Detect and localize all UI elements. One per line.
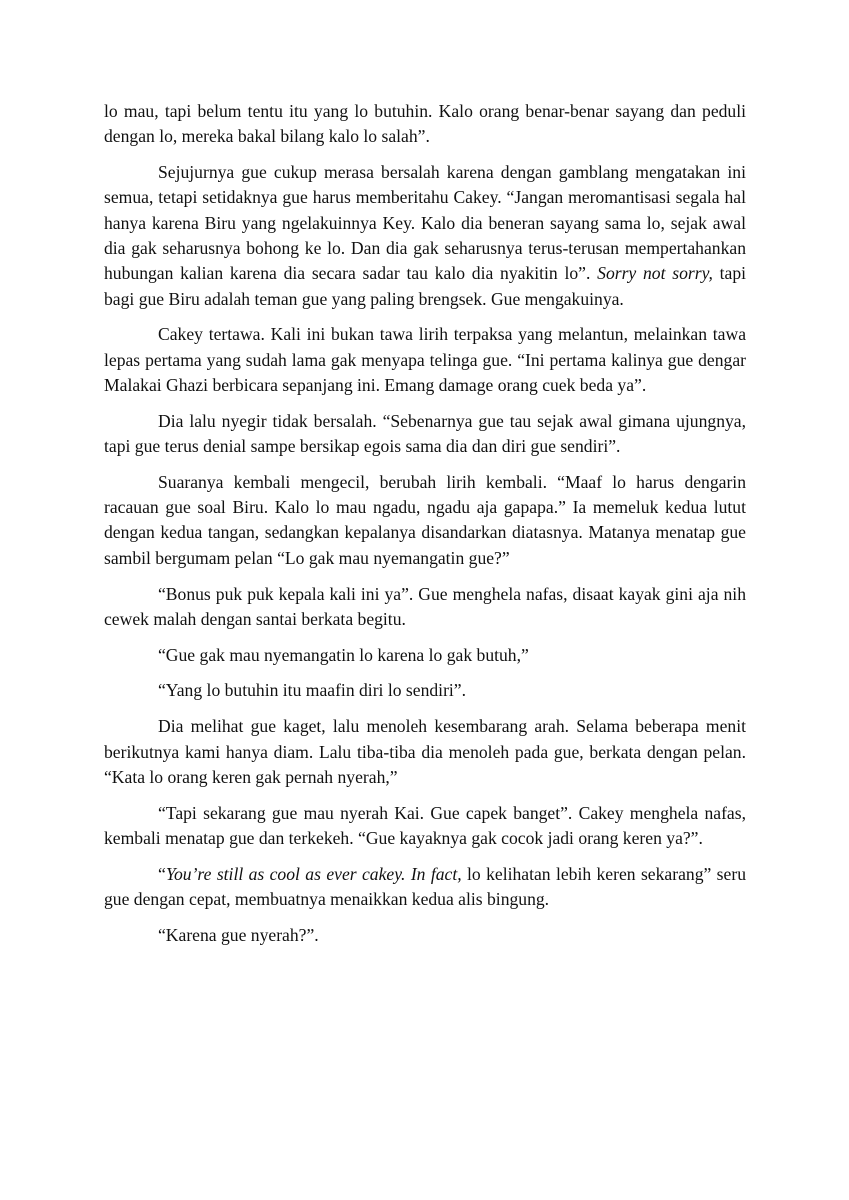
paragraph-text: lo mau, tapi belum tentu itu yang lo butuhin. Kalo orang benar-benar sayang dan peduli dengan lo, mereka bakal bilang kalo lo salah”.	[104, 101, 746, 147]
italic-phrase: Sorry not sorry,	[597, 263, 713, 284]
paragraph-12	[104, 923, 746, 948]
paragraph-text: “Gue gak mau nyemangatin lo karena lo gak butuh,”	[158, 644, 529, 665]
paragraph-text: “Tapi sekarang gue mau nyerah Kai. Gue capek banget”. Cakey menghela nafas, kembali menatap gue dan terkekeh. “Gue kayaknya gak cocok jadi orang keren ya?”.	[104, 802, 746, 848]
paragraph-6	[104, 582, 746, 633]
paragraph-text: lo kelihatan lebih keren sekarang” seru gue dengan cepat, membuatnya menaikkan kedua alis bingung.	[104, 863, 746, 910]
paragraph-text: Dia melihat gue kaget, lalu menoleh kesembarang arah. Selama beberapa menit berikutnya kami hanya diam. Lalu tiba-tiba dia menoleh pada gue, berkata dengan pelan. “Kata lo orang keren gak pernah nyerah,”	[104, 716, 746, 787]
paragraph-text: Cakey tertawa. Kali ini bukan tawa lirih terpaksa yang melantun, melainkan tawa lepas pertama yang sudah lama gak menyapa telinga gue. “Ini pertama kalinya gue dengar Malakai Ghazi berbicara sepanjang ini. Emang damage orang cuek beda ya”.	[104, 324, 746, 395]
paragraph-11	[104, 862, 746, 913]
paragraph-10	[104, 801, 746, 852]
italic-phrase: You’re still as cool as ever cakey. In fact,	[165, 863, 462, 884]
body-text	[104, 99, 746, 959]
paragraph-text: tapi bagi gue Biru adalah teman gue yang paling brengsek. Gue mengakuinya.	[104, 263, 746, 309]
paragraph-1	[104, 99, 746, 150]
paragraph-9	[104, 714, 746, 790]
paragraph-7	[104, 643, 746, 668]
paragraph-text: Suaranya kembali mengecil, berubah lirih kembali. “Maaf lo harus dengarin racauan gue soal Biru. Kalo lo mau ngadu, ngadu aja gapapa.” Ia memeluk kedua lutut dengan kedua tangan, sedangkan kepalanya disandarkan diatasnya. Matanya menatap gue sambil bergumam pelan “Lo gak mau nyemangatin gue?”	[104, 471, 746, 568]
paragraph-2	[104, 160, 746, 312]
paragraph-3	[104, 322, 746, 398]
paragraph-text: “	[158, 863, 166, 884]
paragraph-text: Sejujurnya gue cukup merasa bersalah karena dengan gamblang mengatakan ini semua, tetapi setidaknya gue harus memberitahu Cakey. “Jangan meromantisasi segala hal hanya karena Biru yang ngelakuinnya Key. Kalo dia beneran sayang sama lo, sejak awal dia gak seharusnya bohong ke lo. Dan dia gak seharusnya terus-terusan mempertahankan hubungan kalian karena dia secara sadar tau kalo dia nyakitin lo”.	[104, 162, 746, 284]
paragraph-5	[104, 470, 746, 571]
paragraph-text: “Karena gue nyerah?”.	[158, 924, 319, 945]
paragraph-text: Dia lalu nyegir tidak bersalah. “Sebenarnya gue tau sejak awal gimana ujungnya, tapi gue terus denial sampe bersikap egois sama dia dan diri gue sendiri”.	[104, 410, 746, 457]
paragraph-8	[104, 678, 746, 703]
paragraph-text: “Bonus puk puk kepala kali ini ya”. Gue menghela nafas, disaat kayak gini aja nih cewek malah dengan santai berkata begitu.	[104, 583, 746, 629]
paragraph-text: “Yang lo butuhin itu maafin diri lo sendiri”.	[158, 680, 467, 701]
paragraph-4	[104, 409, 746, 460]
